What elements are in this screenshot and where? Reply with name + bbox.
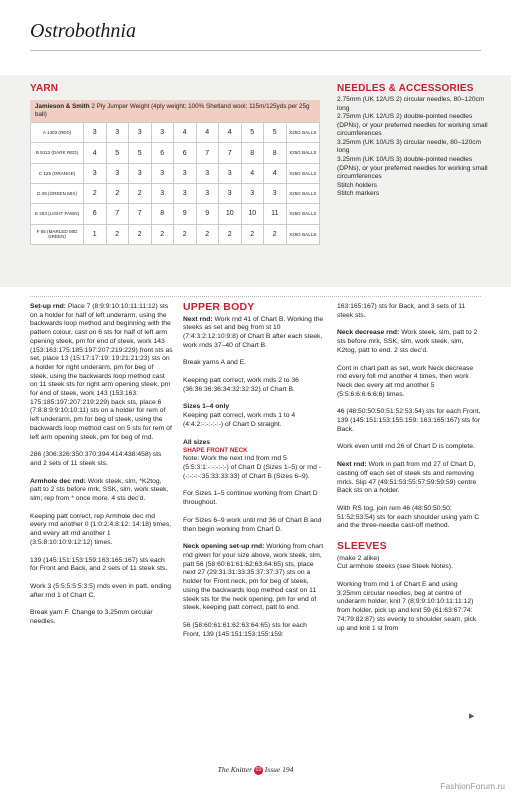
yarn-quantity: 2 xyxy=(174,224,197,244)
yarn-unit: X25G BALLS xyxy=(286,163,320,183)
page-title: Ostrobothnia xyxy=(30,20,136,42)
yarn-quantity: 3 xyxy=(151,183,174,203)
yarn-quantity: 4 xyxy=(219,123,242,143)
yarn-unit: X25G BALLS xyxy=(286,123,320,143)
needles-heading: NEEDLES & ACCESSORIES xyxy=(337,83,474,94)
paragraph: Break yarns A and E. xyxy=(183,359,247,367)
yarn-heading: YARN xyxy=(30,83,59,94)
yarn-quantity: 3 xyxy=(84,123,107,143)
issue-number: Issue 194 xyxy=(264,765,294,774)
yarn-quantity: 8 xyxy=(241,143,264,163)
yarn-quantity: 3 xyxy=(151,123,174,143)
yarn-quantity-table xyxy=(30,122,320,245)
yarn-colour: A 1403 (RED) xyxy=(31,123,84,143)
text-column-1 xyxy=(30,303,173,636)
yarn-quantity: 3 xyxy=(151,163,174,183)
subheading: All sizes xyxy=(183,438,211,446)
paragraph: 139 (145:151:153:159:163:165:167) sts each for Front and Back, and 2 sets of 11 steek sts. xyxy=(30,556,168,573)
yarn-quantity: 4 xyxy=(196,123,219,143)
yarn-quantity: 5 xyxy=(129,143,152,163)
paragraph: Keeping patt correct, work rnds 1 to 4 (4:4:2:-:-:-:-:-) of Chart D straight. xyxy=(183,412,296,428)
yarn-brand: Jamieson & Smith xyxy=(35,103,90,110)
yarn-colour: F 65 (MARLED MID GREEN) xyxy=(31,224,84,244)
yarn-quantity: 8 xyxy=(264,143,287,163)
text-column-2 xyxy=(183,301,326,648)
yarn-quantity: 3 xyxy=(196,183,219,203)
page-footer xyxy=(0,765,511,775)
paragraph: Working from rnd 1 of Chart E and using 3.25mm circular needles, beg at centre of underarm holder, knit 7 (8:9:9:10:10:11:11:12) from holder, pick up and knit 59 (61:63:67:74: 74:79:82:87) sts evenly to shoulder seam, pick up and knit 1 st from xyxy=(337,581,477,632)
needles-line: Stitch markers xyxy=(337,190,380,198)
yarn-description xyxy=(30,100,320,122)
yarn-quantity: 2 xyxy=(264,224,287,244)
yarn-quantity: 10 xyxy=(241,204,264,224)
subheading: (make 2 alike) xyxy=(337,554,380,562)
yarn-quantity: 9 xyxy=(196,204,219,224)
yarn-quantity: 5 xyxy=(264,123,287,143)
text-column-3 xyxy=(337,303,483,642)
yarn-quantity: 2 xyxy=(196,224,219,244)
paragraph: Next rnd: Work in patt from rnd 27 of Chart D, casting off each set of steek sts and removing mrks. Slip 47 (49:51:53:55:57:59:59:59) centre Back sts on a holder. xyxy=(337,461,477,495)
yarn-quantity: 10 xyxy=(219,204,242,224)
paragraph: Armhole dec rnd: Work steek, slm, *K2tog, patt to 2 sts before mrk, SSK, slm, work steek, slm; rep from * once more. 4 sts dec'd. xyxy=(30,477,169,503)
yarn-quantity: 3 xyxy=(174,183,197,203)
yarn-row xyxy=(31,183,320,203)
paragraph: Work 3 (5:5:5:5:5:3:5) rnds even in patt, ending after rnd 1 of Chart C. xyxy=(30,582,171,599)
yarn-row xyxy=(31,224,320,244)
section-divider xyxy=(30,296,481,297)
yarn-quantity: 2 xyxy=(129,183,152,203)
yarn-quantity: 4 xyxy=(84,143,107,163)
yarn-row xyxy=(31,163,320,183)
paragraph: Next rnd: Work rnd 41 of Chart B. Working the steeks as set and beg from st 10 (7:4:3:2:12:10:9:8) of Chart B after each steek, work rnds 37–40 of Chart B. xyxy=(183,315,324,349)
yarn-quantity: 3 xyxy=(84,163,107,183)
yarn-quantity: 6 xyxy=(151,143,174,163)
watermark: FashionForum.ru xyxy=(440,781,505,791)
yarn-quantity: 3 xyxy=(129,123,152,143)
yarn-quantity: 5 xyxy=(106,143,129,163)
yarn-quantity: 9 xyxy=(174,204,197,224)
paragraph: 286 (306:326:350:370:394:414:438:458) sts and 2 sets of 11 steek sts. xyxy=(30,451,162,467)
yarn-quantity: 2 xyxy=(106,183,129,203)
yarn-quantity: 1 xyxy=(84,224,107,244)
yarn-quantity: 2 xyxy=(219,224,242,244)
section-heading: UPPER BODY xyxy=(183,301,255,313)
yarn-quantity: 8 xyxy=(151,204,174,224)
magazine-name: The Knitter xyxy=(217,765,253,774)
paragraph: Cut armhole steeks (see Steek Notes). xyxy=(337,563,453,571)
yarn-quantity: 3 xyxy=(219,163,242,183)
yarn-quantity: 7 xyxy=(129,204,152,224)
paragraph: For Sizes 1–5 continue working from Chart D throughout. xyxy=(183,490,318,507)
yarn-quantity: 3 xyxy=(129,163,152,183)
yarn-row xyxy=(31,123,320,143)
paragraph: 56 (58:60:61:61:62:63:64:65) sts for each Front, 139 (145:151:153:155:159: xyxy=(183,621,307,638)
title-divider xyxy=(30,50,481,51)
yarn-quantity: 4 xyxy=(174,123,197,143)
yarn-quantity: 7 xyxy=(196,143,219,163)
subheading: Sizes 1–4 only xyxy=(183,403,230,411)
yarn-quantity: 2 xyxy=(84,183,107,203)
paragraph: Neck opening set-up rnd: Working from chart rnd given for your size above, work steek, slm, patt 56 (58:60:61:61:62:63:64:65) sts, place next 27 (29:31:31:33:35:37:37:37) sts on a holder for Front neck, pm for beg of steek, using the backwards loop method cast on 11 steek sts for the neck opening, pm for end of steek, keeping patt correct, patt to end. xyxy=(183,543,324,612)
yarn-quantity: 2 xyxy=(151,224,174,244)
needles-line: 3.25mm (UK 10/US 3) double-pointed needles (DPNs), or your preferred needles for working small circumferences xyxy=(337,155,488,181)
yarn-quantity: 3 xyxy=(219,183,242,203)
yarn-quantity: 7 xyxy=(106,204,129,224)
yarn-quantity: 2 xyxy=(106,224,129,244)
yarn-quantity: 6 xyxy=(174,143,197,163)
yarn-quantity: 7 xyxy=(219,143,242,163)
yarn-unit: X25G BALLS xyxy=(286,224,320,244)
yarn-quantity: 3 xyxy=(174,163,197,183)
yarn-quantity: 3 xyxy=(106,123,129,143)
yarn-table-box xyxy=(30,100,320,245)
paragraph: 46 (48:50:50:50:51:52:53:54) sts for each Front, 139 (145:151:153:155:159: 163:165:167) sts for Back. xyxy=(337,408,481,433)
needles-line: 2.75mm (UK 12/US 2) circular needles, 80–120cm long xyxy=(337,96,485,112)
yarn-quantity: 2 xyxy=(241,224,264,244)
yarn-row xyxy=(31,143,320,163)
yarn-quantity: 3 xyxy=(241,183,264,203)
paragraph: For Sizes 6–9 work until rnd 36 of Chart B and then begin working from Chart D. xyxy=(183,516,322,533)
needles-line: 2.75mm (UK 12/US 2) double-pointed needles (DPNs), or your preferred needles for working small circumferences xyxy=(337,113,488,138)
paragraph: Cont in chart patt as set, work Neck decrease rnd every foll rnd another 4 times, then work Neck dec every alt rnd another 5 (5:5:6:6:6:6:6:6) times. xyxy=(337,364,474,398)
paragraph: Set-up rnd: Place 7 (8:9:9:10:10:11:11:12) sts on a holder for half of left underarm, using the backwards loop method and beginning with the pattern colour, cast on 6 sts for half of left arm opening steek, pm for end of steek, work 143 (153:163:175:185:197:207:219:229) front sts as set, place 13 (15:17:17:19: 19:21:21:23) sts on a holder for right underarm, pm for beg of steek, using the backwards loop method cast on 11 steek sts for right arm opening steek, pm for end of steek, work 143 (153:163: 175:185:197:207:219:229) back sts, place 6 (7:8:8:9:9:10:10:11) sts on a holder for rem of left underarm, pm for beg of steek, using the backwards loop method cast on 5 sts for rem of left arm opening steek, pm for beg of rnd. xyxy=(30,303,173,441)
paragraph: 163:165:167) sts for Back, and 3 sets of 11 steek sts. xyxy=(337,303,466,319)
yarn-unit: X25G BALLS xyxy=(286,183,320,203)
paragraph: Note: Work the next rnd from rnd 5 (5:5:3:1:-:-:-:-:-) of Chart D (Sizes 1–5) or rnd - (-:-:-:-:35:33:33:33) of Chart B (Sizes 6–9). xyxy=(183,455,322,480)
yarn-unit: X25G BALLS xyxy=(286,204,320,224)
section-heading: SLEEVES xyxy=(337,540,387,553)
yarn-quantity: 4 xyxy=(241,163,264,183)
paragraph: Neck decrease rnd: Work steek, slm, patt to 2 sts before mrk, SSK, slm, work steek, slm, K2tog, patt to end. 2 sts dec'd. xyxy=(337,329,478,354)
yarn-quantity: 11 xyxy=(264,204,287,224)
needles-accessories xyxy=(337,83,492,199)
needles-line: Stitch holders xyxy=(337,181,377,189)
paragraph: Work even until rnd 26 of Chart D is complete. xyxy=(337,443,475,451)
yarn-unit: X25G BALLS xyxy=(286,143,320,163)
yarn-colour: D 29 (GREEN MIX) xyxy=(31,183,84,203)
yarn-quantity: 2 xyxy=(129,224,152,244)
subheading-shape-neck: SHAPE FRONT NECK xyxy=(183,447,248,455)
yarn-quantity: 5 xyxy=(241,123,264,143)
yarn-quantity: 3 xyxy=(106,163,129,183)
paragraph: With RS tog, join rem 46 (48:50:50:50: 51:52:53:54) sts for each shoulder using yarn C and the three-needle cast-off method. xyxy=(337,504,480,530)
yarn-colour: C 125 (ORANGE) xyxy=(31,163,84,183)
yarn-colour: B 9113 (DARK RED) xyxy=(31,143,84,163)
page-number: 03 xyxy=(255,766,262,773)
yarn-quantity: 3 xyxy=(264,183,287,203)
yarn-quantity: 3 xyxy=(196,163,219,183)
needles-line: 3.25mm (UK 10/US 3) circular needle, 80–120cm long xyxy=(337,138,482,155)
yarn-quantity: 6 xyxy=(84,204,107,224)
continue-arrow-icon: ▶ xyxy=(469,713,475,720)
yarn-quantity: 4 xyxy=(264,163,287,183)
yarn-colour: E 202 (LIGHT FAWN) xyxy=(31,204,84,224)
paragraph: Keeping patt correct, rep Armhole dec rnd every rnd another 0 (1:0:2:4:8:12: 14:18) times, and every alt rnd another 1 (3:5:8:10:10:9:12:12) times. xyxy=(30,512,172,546)
yarn-desc: 2 Ply Jumper Weight (4ply weight; 100% Shetland wool; 115m/125yds per 25g ball) xyxy=(35,103,310,119)
paragraph: Break yarn F. Change to 3.25mm circular needles. xyxy=(30,609,153,626)
yarn-row xyxy=(31,204,320,224)
paragraph: Keeping patt correct, work rnds 2 to 36 (36:36:36:36:34:32:32:32) of Chart B. xyxy=(183,377,299,393)
